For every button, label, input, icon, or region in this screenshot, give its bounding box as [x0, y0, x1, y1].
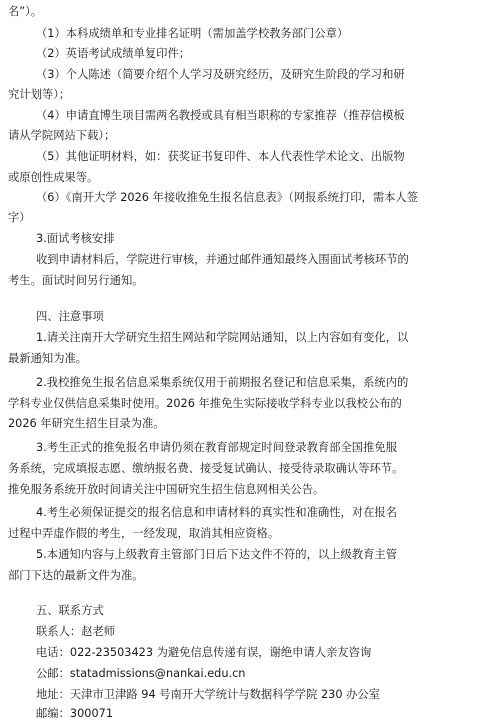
text-line: 2026 年研究生招生目录为准。	[8, 417, 165, 430]
text-line: 最新通知为准。	[8, 352, 88, 365]
text-line: （5）其他证明材料，如：获奖证书复印件、本人代表性学术论文、出版物	[36, 150, 405, 163]
text-line: 过程中弄虚作假的考生，一经发现，取消其相应资格。	[8, 527, 280, 540]
text-line: 4.考生必须保证提交的报名信息和申请材料的真实性和准确性，对在报名	[36, 506, 397, 519]
contact-postcode: 邮编：300071	[36, 707, 114, 720]
text-line: 1.请关注南开大学研究生招生网站和学院网站通知，以上内容如有变化，以	[36, 331, 409, 344]
section-subheading: 3.面试考核安排	[36, 232, 115, 245]
text-line: （3）个人陈述（简要介绍个人学习及研究经历，及研究生阶段的学习和研	[36, 68, 405, 81]
text-line: 考生。面试时间另行通知。	[8, 274, 144, 287]
text-line: （4）申请直博生项目需两名教授或具有相当职称的专家推荐（推荐信模板	[36, 109, 405, 122]
text-line: 学科专业仅供信息采集时使用。2026 年推免生实际接收学科专业以我校公布的	[8, 397, 402, 410]
text-line: 请从学院网站下载）；	[8, 129, 116, 142]
section-heading: 四、注意事项	[36, 310, 104, 323]
text-line: 究计划等）；	[8, 88, 71, 101]
text-line: （2）英语考试成绩单复印件；	[36, 47, 191, 60]
text-line: 部门下达的最新文件为准。	[8, 569, 144, 582]
text-line: 2.我校推免生报名信息采集系统仅用于前期报名登记和信息采集，系统内的	[36, 376, 409, 389]
text-line: 5.本通知内容与上级教育主管部门日后下达文件不符的，以上级教育主管	[36, 548, 397, 561]
contact-person: 联系人：赵老师	[36, 625, 116, 638]
text-line: 字）	[8, 211, 31, 224]
text-line: 或原创性成果等。	[8, 171, 99, 184]
text-line: 名”）。	[8, 5, 43, 18]
contact-address: 地址：天津市卫津路 94 号南开大学统计与数据科学学院 230 办公室	[36, 688, 381, 701]
section-heading: 五、联系方式	[36, 604, 104, 617]
text-line: （6）《南开大学 2026 年接收推免生报名信息表》（网报系统打印，需本人签	[36, 191, 419, 204]
text-line: 推免服务系统开放时间请关注中国研究生招生信息网相关公告。	[8, 483, 325, 496]
text-line: 3.考生正式的推免报名申请仍须在教育部规定时间登录教育部全国推免服	[36, 441, 397, 454]
contact-phone: 电话：022-23503423 为避免信息传递有误，谢绝申请人亲友咨询	[36, 646, 372, 659]
text-line: 务系统，完成填报志愿、缴纳报名费、接受复试确认、接受待录取确认等环节。	[8, 462, 404, 475]
text-line: 收到申请材料后，学院进行审核，并通过邮件通知最终入围面试考核环节的	[36, 253, 409, 266]
text-line: （1）本科成绩单和专业排名证明（需加盖学校教务部门公章）	[36, 27, 349, 40]
contact-email: 公邮：statadmissions@nankai.edu.cn	[36, 667, 246, 680]
